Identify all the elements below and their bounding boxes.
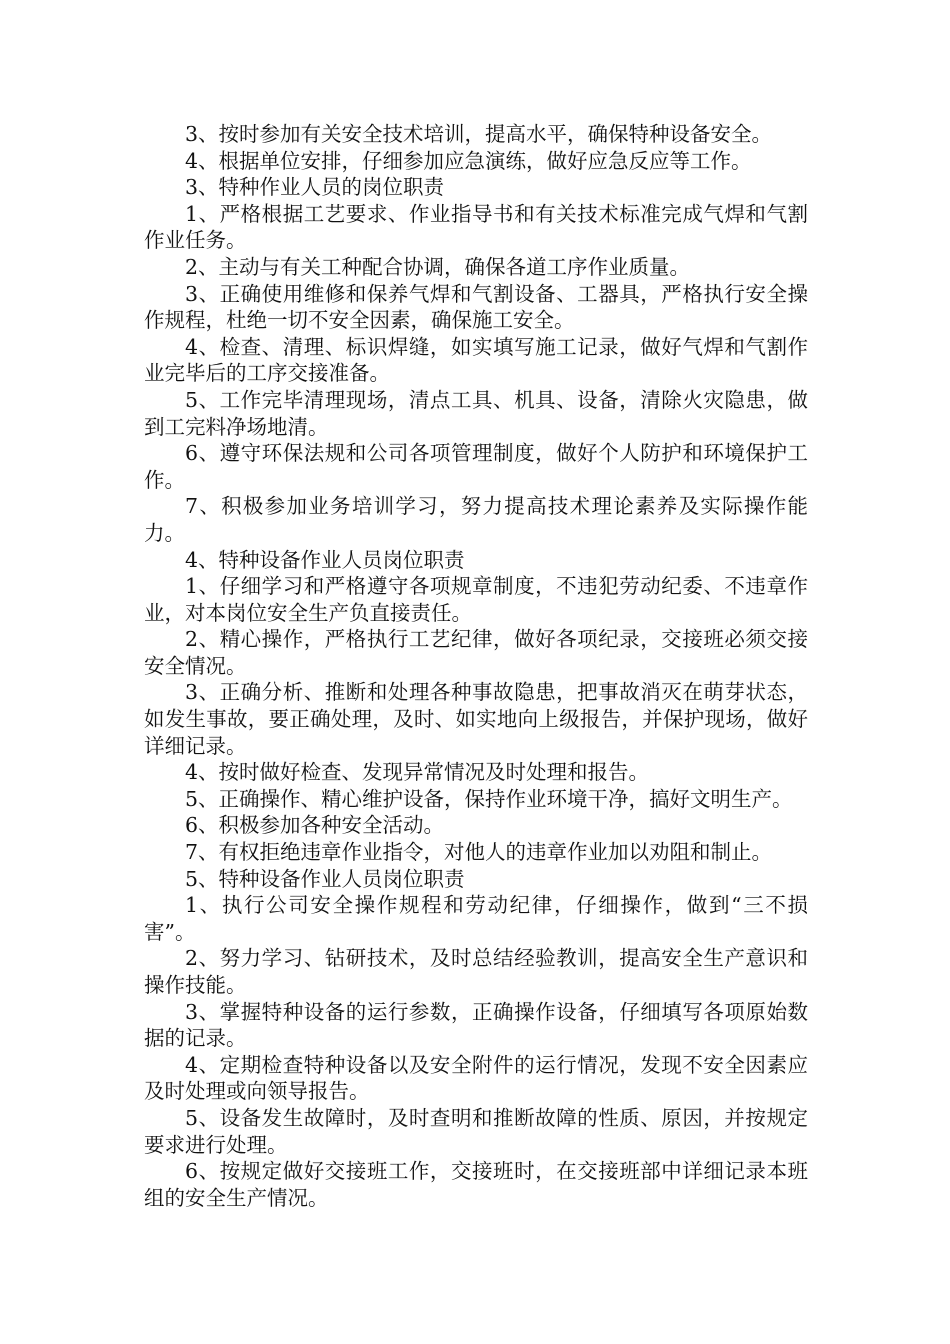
paragraph: 2、主动与有关工种配合协调，确保各道工序作业质量。 [185, 254, 691, 279]
section-heading: 3、特种作业人员的岗位职责 [185, 175, 445, 200]
paragraph: 1、严格根据工艺要求、作业指导书和有关技术标准完成气焊和气割作业任务。 [144, 201, 808, 253]
paragraph: 6、按规定做好交接班工作，交接班时，在交接班部中详细记录本班组的安全生产情况。 [144, 1159, 808, 1210]
paragraph: 4、定期检查特种设备以及安全附件的运行情况，发现不安全因素应及时处理或向领导报告。 [144, 1052, 808, 1104]
paragraph: 6、积极参加各种安全活动。 [185, 813, 445, 838]
paragraph: 2、精心操作，严格执行工艺纪律，做好各项纪录，交接班必须交接安全情况。 [144, 627, 808, 678]
paragraph: 2、努力学习、钻研技术，及时总结经验教训，提高安全生产意识和操作技能。 [144, 946, 808, 997]
paragraph: 3、正确使用维修和保养气焊和气割设备、工器具，严格执行安全操作规程，杜绝一切不安全因素，确保施工安全。 [144, 281, 808, 333]
paragraph: 1、仔细学习和严格遵守各项规章制度，不违犯劳动纪委、不违章作业，对本岗位安全生产负直接责任。 [144, 574, 808, 625]
paragraph: 7、积极参加业务培训学习，努力提高技术理论素养及实际操作能力。 [144, 494, 808, 545]
section-heading: 4、特种设备作业人员岗位职责 [185, 547, 465, 572]
paragraph: 4、检查、清理、标识焊缝，如实填写施工记录，做好气焊和气割作业完毕后的工序交接准备。 [144, 334, 808, 386]
paragraph: 3、掌握特种设备的运行参数，正确操作设备，仔细填写各项原始数据的记录。 [144, 999, 808, 1051]
paragraph: 3、正确分析、推断和处理各种事故隐患，把事故消灭在萌芽状态，如发生事故，要正确处理，及时、如实地向上级报告，并保护现场，做好详细记录。 [144, 680, 808, 758]
paragraph: 5、正确操作、精心维护设备，保持作业环境干净，搞好文明生产。 [185, 786, 793, 811]
paragraph: 1、执行公司安全操作规程和劳动纪律，仔细操作，做到“三不损害”。 [144, 893, 808, 944]
paragraph: 5、工作完毕清理现场，清点工具、机具、设备，清除火灾隐患，做到工完料净场地清。 [144, 387, 808, 439]
paragraph: 5、设备发生故障时，及时查明和推断故障的性质、原因，并按规定要求进行处理。 [144, 1105, 808, 1157]
paragraph: 4、按时做好检查、发现异常情况及时处理和报告。 [185, 760, 650, 785]
section-heading: 5、特种设备作业人员岗位职责 [185, 866, 465, 891]
paragraph: 6、遵守环保法规和公司各项管理制度，做好个人防护和环境保护工作。 [144, 441, 808, 492]
paragraph: 4、根据单位安排，仔细参加应急演练，做好应急反应等工作。 [185, 148, 752, 173]
paragraph: 7、有权拒绝违章作业指令，对他人的违章作业加以劝阻和制止。 [185, 840, 773, 865]
paragraph: 3、按时参加有关安全技术培训，提高水平，确保特种设备安全。 [185, 122, 773, 146]
document-body [144, 121, 808, 1211]
